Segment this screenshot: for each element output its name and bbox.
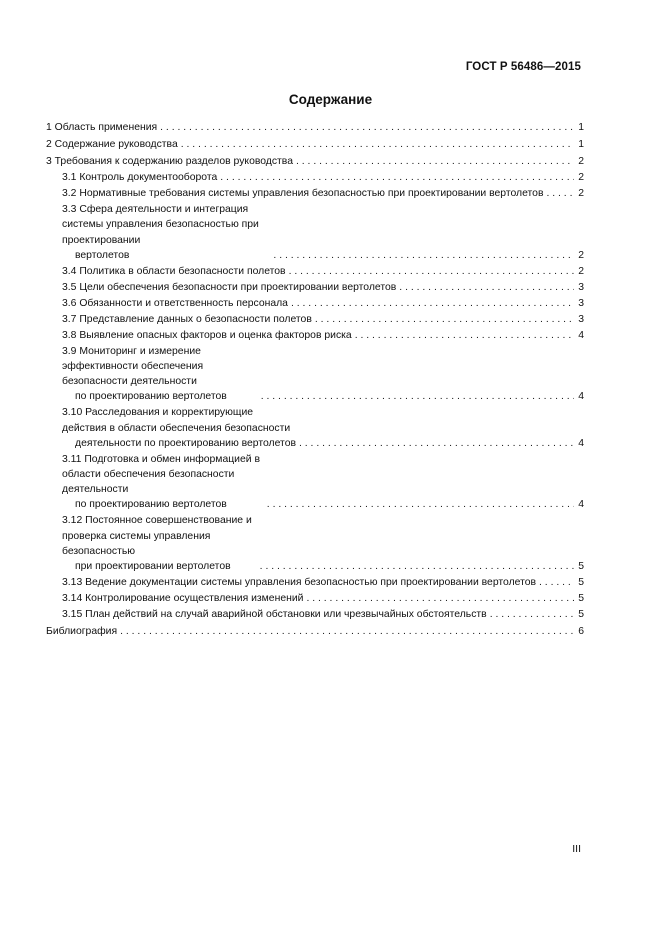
toc-entry-page: 3	[578, 313, 584, 325]
toc-entry-page: 5	[578, 609, 584, 621]
toc-entry-text	[62, 186, 543, 201]
toc-entry-text	[62, 312, 312, 327]
toc-entry[interactable]	[46, 328, 584, 343]
toc-entry-page: 5	[578, 593, 584, 605]
dot-leader	[257, 559, 574, 574]
toc-entry-text	[62, 344, 258, 405]
toc-entry-page: 6	[578, 625, 584, 637]
toc-entry-title: 2 Содержание руководства	[46, 138, 178, 150]
toc-entry-text	[62, 513, 257, 574]
toc-entry[interactable]	[46, 202, 584, 263]
toc-entry-title: 3.11 Подготовка и обмен информацией в области обеспечения безопасности деятельности	[62, 453, 260, 496]
toc-entry-text	[62, 202, 270, 263]
toc-entry-page: 2	[578, 249, 584, 261]
toc-entry-title: 3.7 Представление данных о безопасности полетов	[62, 313, 312, 325]
dot-leader	[303, 591, 574, 606]
toc-title: Содержание	[288, 92, 373, 107]
dot-leader	[487, 607, 574, 622]
toc-entry-title: 3.6 Обязанности и ответственность персонала	[62, 297, 288, 309]
dot-leader	[270, 248, 574, 263]
toc-entry[interactable]	[46, 513, 584, 574]
dot-leader	[296, 436, 574, 451]
toc-entry-title: 3.5 Цели обеспечения безопасности при проектировании вертолетов	[62, 281, 397, 293]
toc-entry-title-continuation: по проектированию вертолетов	[75, 391, 227, 403]
toc-entry[interactable]	[46, 607, 584, 622]
toc-entry[interactable]	[46, 120, 584, 135]
toc-entry-text	[62, 405, 296, 451]
toc-entry-title-continuation: вертолетов	[75, 249, 130, 261]
dot-leader	[543, 186, 574, 201]
dot-leader	[396, 280, 574, 295]
toc-entry-page: 2	[578, 265, 584, 277]
toc-entry-title: 3.14 Контролирование осуществления изменений	[62, 593, 304, 605]
dot-leader	[258, 389, 574, 404]
toc-entry-title: 3 Требования к содержанию разделов руководства	[46, 155, 293, 167]
dot-leader	[312, 312, 574, 327]
toc-entry-title-continuation: деятельности по проектированию вертолетов	[75, 437, 296, 449]
toc-entry-text	[62, 280, 396, 295]
toc-entry[interactable]	[46, 264, 584, 279]
toc-entry-title: 3.1 Контроль документооборота	[62, 172, 218, 184]
dot-leader	[352, 328, 574, 343]
toc-entry-title: Библиография	[46, 625, 118, 637]
toc-entry[interactable]	[46, 154, 584, 169]
toc-entry-page: 2	[578, 155, 584, 167]
dot-leader	[288, 296, 574, 311]
toc-entry[interactable]	[46, 591, 584, 606]
toc-entry-text	[62, 575, 536, 590]
toc-entry-page: 4	[578, 437, 584, 449]
dot-leader	[286, 264, 574, 279]
toc-entry[interactable]	[46, 405, 584, 451]
toc-entry-page: 3	[578, 297, 584, 309]
toc-entry-text	[62, 296, 288, 311]
toc-entry-text	[62, 452, 264, 513]
dot-leader	[217, 170, 574, 185]
toc-entry-title: 3.3 Сфера деятельности и интеграция системы управления безопасностью при проектировании	[62, 204, 259, 246]
toc-entry[interactable]	[46, 575, 584, 590]
toc-entry-title: 3.2 Нормативные требования системы управления безопасностью при проектировании вертолетов	[62, 188, 544, 200]
toc-entry-title-continuation: по проектированию вертолетов	[75, 499, 227, 511]
toc-entry-page: 4	[578, 391, 584, 403]
toc-entry-page: 2	[578, 172, 584, 184]
toc-entry-page: 4	[578, 499, 584, 511]
table-of-contents	[46, 119, 584, 640]
toc-entry-text	[46, 624, 117, 639]
toc-entry[interactable]	[46, 624, 584, 639]
toc-entry-page: 1	[578, 122, 584, 134]
toc-entry-page: 2	[578, 188, 584, 200]
document-code: ГОСТ Р 56486—2015	[465, 61, 581, 73]
page-number: III	[572, 843, 581, 855]
toc-entry-text	[62, 607, 487, 622]
toc-entry-title: 3.10 Расследования и корректирующие действия в области обеспечения безопасности	[62, 407, 291, 434]
toc-entry-page: 5	[578, 561, 584, 573]
dot-leader	[178, 137, 574, 152]
toc-entry[interactable]	[46, 280, 584, 295]
toc-entry[interactable]	[46, 296, 584, 311]
toc-entry-text	[62, 264, 286, 279]
toc-entry-text	[46, 137, 178, 152]
toc-entry-text	[46, 154, 293, 169]
toc-entry[interactable]	[46, 452, 584, 513]
toc-entry-page: 5	[578, 577, 584, 589]
toc-entry-title: 3.9 Мониторинг и измерение эффективности обеспечения безопасности деятельности	[62, 345, 204, 388]
toc-entry-page: 4	[578, 329, 584, 341]
toc-entry-text	[62, 591, 303, 606]
toc-entry-text	[46, 120, 157, 135]
toc-entry[interactable]	[46, 344, 584, 405]
dot-leader	[293, 154, 574, 169]
toc-entry-text	[62, 170, 217, 185]
toc-entry-title: 3.12 Постоянное совершенствование и проверка системы управления безопасностью	[62, 515, 252, 557]
toc-entry-title: 1 Область применения	[46, 122, 158, 134]
toc-entry-title: 3.13 Ведение документации системы управления безопасностью при проектировании вертолетов	[62, 577, 537, 589]
toc-entry-page: 1	[578, 138, 584, 150]
toc-entry[interactable]	[46, 137, 584, 152]
toc-entry[interactable]	[46, 170, 584, 185]
toc-entry-title: 3.4 Политика в области безопасности полетов	[62, 265, 286, 277]
dot-leader	[157, 120, 574, 135]
dot-leader	[264, 497, 574, 512]
toc-entry-title: 3.8 Выявление опасных факторов и оценка факторов риска	[62, 329, 352, 341]
toc-entry-text	[62, 328, 352, 343]
toc-entry[interactable]	[46, 312, 584, 327]
dot-leader	[117, 624, 574, 639]
toc-entry-title: 3.15 План действий на случай аварийной обстановки или чрезвычайных обстоятельств	[62, 609, 487, 621]
dot-leader	[536, 575, 574, 590]
toc-entry-page: 3	[578, 281, 584, 293]
toc-entry[interactable]	[46, 186, 584, 201]
toc-entry-title-continuation: при проектировании вертолетов	[75, 561, 231, 573]
